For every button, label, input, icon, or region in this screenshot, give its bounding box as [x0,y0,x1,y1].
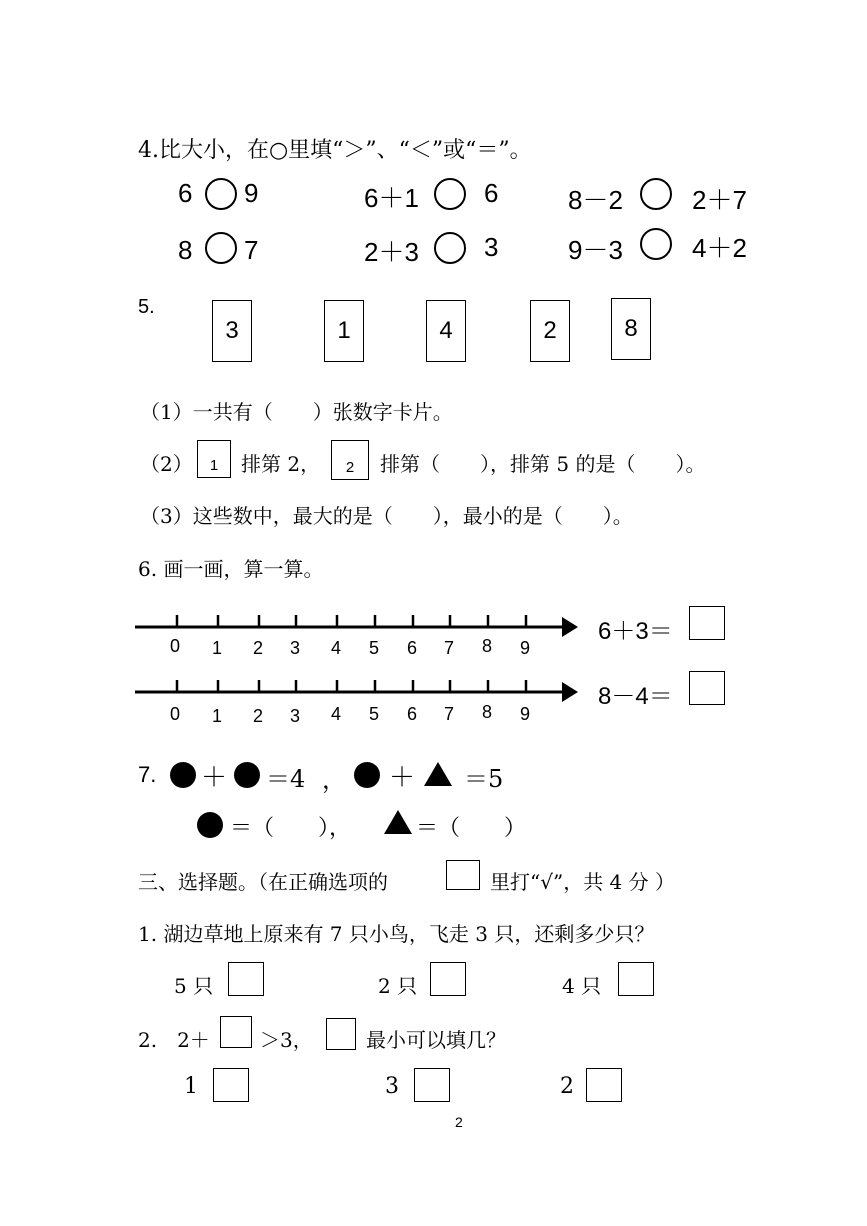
number-line-2 [135,680,578,702]
tick-label: 7 [444,638,455,658]
tick-label: 9 [520,704,531,724]
number-line-1 [135,615,578,637]
number-card: 1 [324,300,364,362]
page-number: 2 [455,1114,463,1130]
compare-circle[interactable] [205,232,237,264]
checkbox[interactable] [618,962,654,996]
tick-label: 4 [331,704,342,724]
s3-q1-option-label: 4 只 [562,974,602,998]
q6-title: 6. 画一画，算一算。 [138,557,324,581]
blank-box [220,1016,252,1048]
checkbox[interactable] [213,1068,249,1102]
q5-sub3: （3）这些数中，最大的是（ ），最小的是（ ）。 [140,504,633,528]
q7-number: 7. [138,762,157,787]
tick-label: 5 [369,704,380,724]
s3-q2-mid: ＞3， [260,1028,313,1052]
s3-q1-option-label: 5 只 [174,974,214,998]
q7-eq4: ＝4 [266,765,306,793]
blank-box [326,1018,356,1050]
tick-label: 6 [407,638,418,658]
legend-box [446,860,480,890]
tick-label: 1 [212,706,223,726]
q4-title: 4.比大小，在○里填“＞”、“＜”或“＝”。 [138,138,532,163]
s3-q1-option-label: 2 只 [378,974,418,998]
tick-label: 5 [369,638,380,658]
checkbox[interactable] [586,1068,622,1102]
tick-label: 3 [290,638,301,658]
section3-title-post: 里打“√”，共 4 分 ） [490,870,675,894]
tick-label: 2 [253,638,264,658]
answer-box[interactable] [689,606,725,640]
q6-equation-1: 6＋3＝ [598,618,673,645]
number-card: 3 [212,300,252,362]
tick-label: 8 [482,702,493,722]
circle-symbol [354,762,380,788]
q7-plus-2: ＋ [389,763,416,793]
q4-item-4-right: 7 [244,235,259,265]
tick-label: 0 [170,636,181,656]
small-card: 1 [197,440,231,478]
tick-label: 8 [482,636,493,656]
q4-item-6-right: 4＋2 [692,233,747,263]
q7-answer-circle: ＝（ ）， [230,816,352,841]
triangle-symbol [384,810,412,834]
circle-symbol [234,762,260,788]
compare-circle[interactable] [640,178,672,210]
q7-eq5: ＝5 [464,765,504,793]
tick-label: 6 [407,704,418,724]
q4-item-5-right: 3 [484,232,499,262]
compare-circle[interactable] [640,228,672,260]
checkbox[interactable] [228,962,264,996]
section3-title-pre: 三、选择题。（在正确选项的 [138,870,388,894]
tick-label: 2 [253,706,264,726]
circle-symbol [197,812,223,838]
number-card: 8 [611,298,651,360]
tick-label: 1 [212,638,223,658]
number-card: 4 [426,300,466,362]
q4-item-4-left: 8 [178,235,193,265]
q5-number: 5. [138,296,155,318]
q5-sub2-prefix: （2） [140,452,193,476]
tick-label: 7 [444,704,455,724]
tick-label: 9 [520,638,531,658]
number-card: 2 [530,300,570,362]
q7-comma: ， [322,766,346,794]
q4-item-2-right: 6 [484,178,499,208]
s3-q1: 1. 湖边草地上原来有 7 只小鸟，飞走 3 只，还剩多少只？ [138,922,655,946]
q5-sub2-suffix: 排第（ ），排第 5 的是（ ）。 [380,452,706,476]
tick-label: 4 [331,638,342,658]
small-card: 2 [331,440,369,480]
q7-plus: ＋ [201,763,228,793]
q4-item-5-left: 2＋3 [364,237,419,267]
s3-q2-post: 最小可以填几？ [366,1028,506,1052]
q4-item-2-left: 6＋1 [364,183,419,213]
compare-circle[interactable] [434,178,466,210]
compare-circle[interactable] [434,232,466,264]
q7-answer-triangle: ＝（ ） [416,816,527,841]
triangle-symbol [424,762,452,786]
q4-item-3-right: 2＋7 [692,185,747,215]
tick-label: 0 [170,704,181,724]
s3-q2-option-label: 1 [184,1074,198,1099]
s3-q2-option-label: 3 [385,1074,399,1099]
checkbox[interactable] [430,962,466,996]
q5-sub2-mid: 排第 2， [241,452,321,476]
s3-q2-pre: 2. 2＋ [138,1028,210,1052]
answer-box[interactable] [689,671,725,705]
circle-symbol [170,762,196,788]
q6-equation-2: 8－4＝ [598,683,673,710]
compare-circle[interactable] [205,178,237,210]
q5-sub1: （1）一共有（ ）张数字卡片。 [140,400,453,424]
q4-item-1-left: 6 [178,178,193,208]
q4-item-1-right: 9 [244,178,259,208]
s3-q2-option-label: 2 [560,1074,574,1099]
checkbox[interactable] [414,1068,450,1102]
q4-item-3-left: 8－2 [568,185,623,215]
q4-item-6-left: 9－3 [568,235,623,265]
tick-label: 3 [290,706,301,726]
